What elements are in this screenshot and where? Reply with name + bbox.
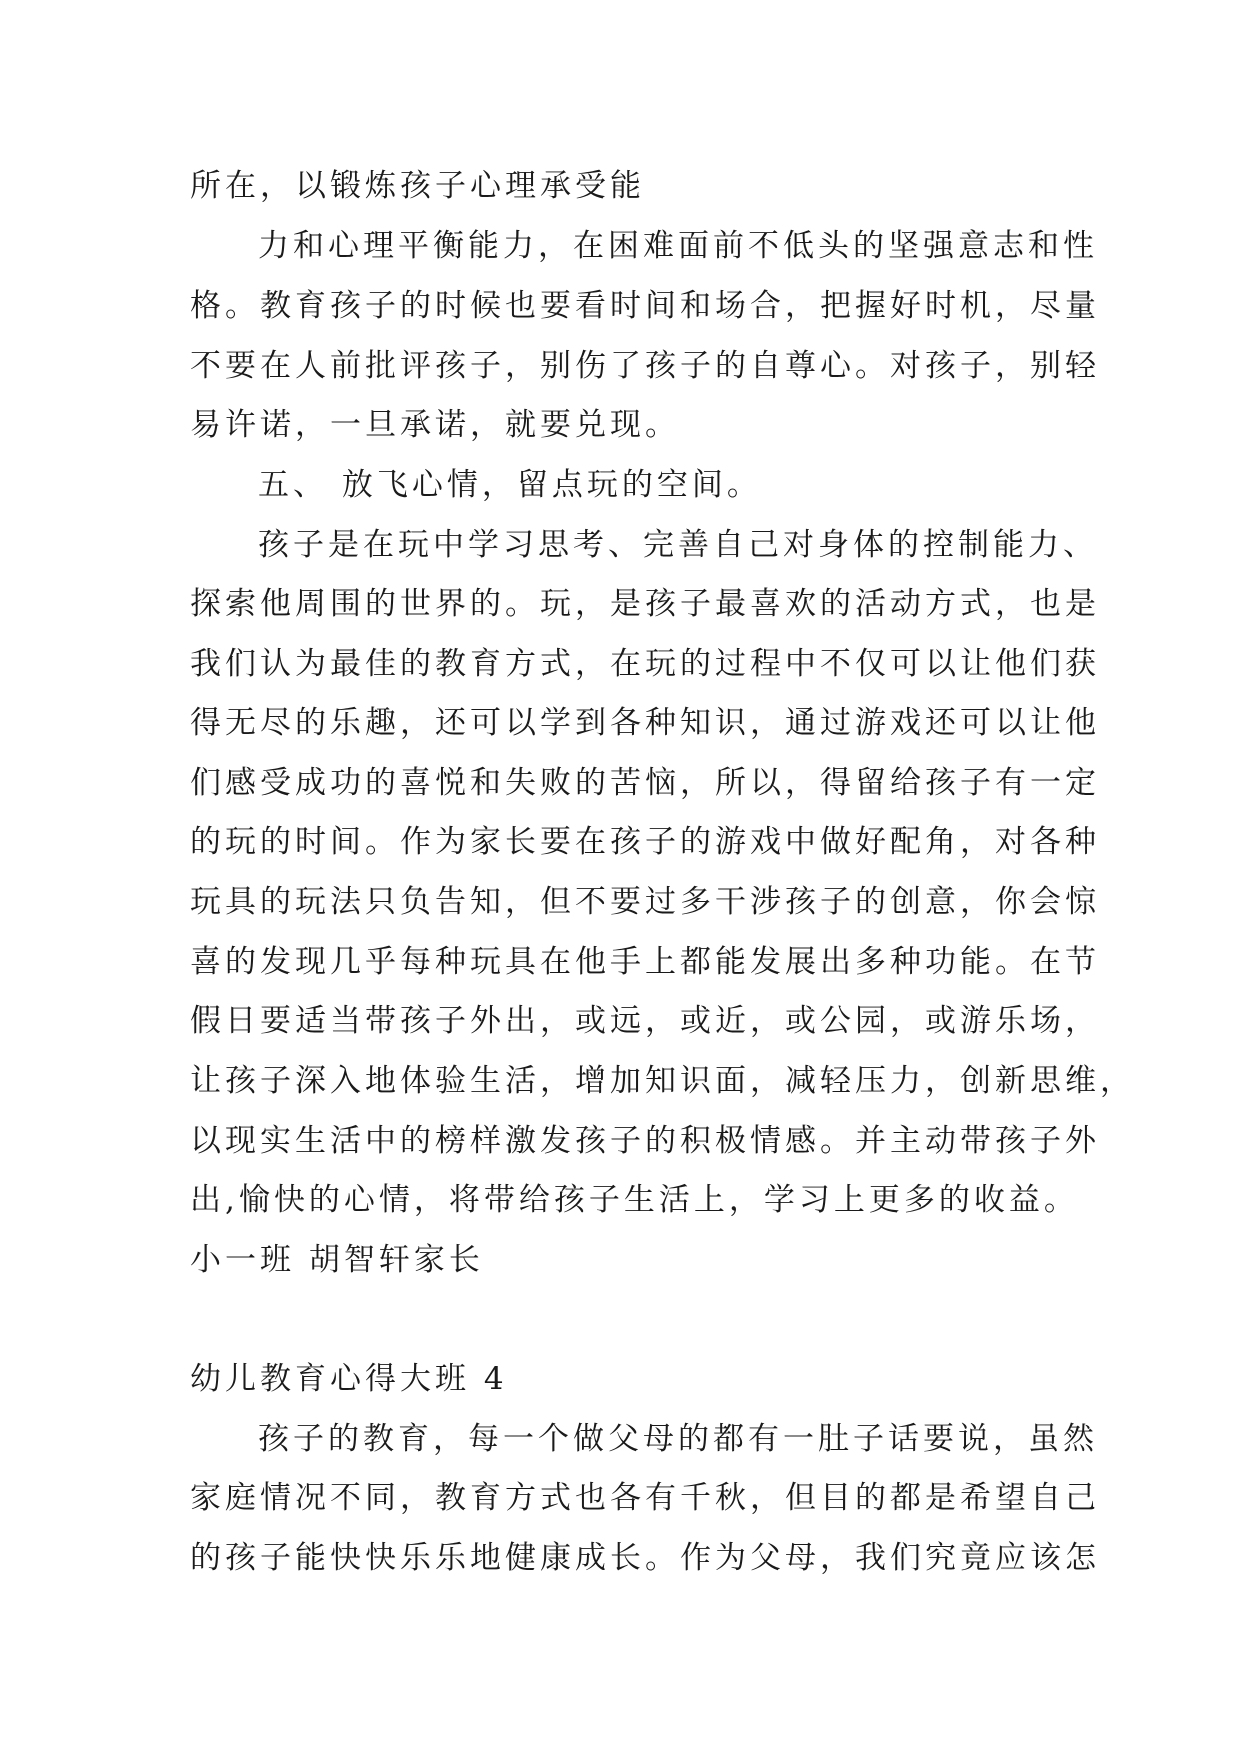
text-line: 假日要适当带孩子外出，或远，或近，或公园，或游乐场， xyxy=(190,1003,1100,1039)
text-line: 家庭情况不同，教育方式也各有千秋，但目的都是希望自己 xyxy=(190,1480,1100,1516)
text-line: 易许诺，一旦承诺，就要兑现。 xyxy=(190,407,680,443)
text-line: 力和心理平衡能力，在困难面前不低头的坚强意志和性 xyxy=(258,228,1098,264)
text-line: 们感受成功的喜悦和失败的苦恼，所以，得留给孩子有一定 xyxy=(190,765,1100,801)
text-line: 不要在人前批评孩子，别伤了孩子的自尊心。对孩子，别轻 xyxy=(190,348,1100,384)
text-line: 以现实生活中的榜样激发孩子的积极情感。并主动带孩子外 xyxy=(190,1123,1100,1159)
text-line: 探索他周围的世界的。玩，是孩子最喜欢的活动方式，也是 xyxy=(190,586,1100,622)
text-line: 得无尽的乐趣，还可以学到各种知识，通过游戏还可以让他 xyxy=(190,705,1100,741)
text-line: 出,愉快的心情，将带给孩子生活上，学习上更多的收益。 xyxy=(190,1182,1079,1218)
section-heading: 五、 放飞心情，留点玩的空间。 xyxy=(258,467,762,503)
text-line: 玩具的玩法只负告知，但不要过多干涉孩子的创意，你会惊 xyxy=(190,884,1100,920)
text-line: 的玩的时间。作为家长要在孩子的游戏中做好配角，对各种 xyxy=(190,824,1100,860)
text-line: 孩子的教育，每一个做父母的都有一肚子话要说，虽然 xyxy=(258,1421,1098,1457)
text-line: 孩子是在玩中学习思考、完善自己对身体的控制能力、 xyxy=(258,527,1098,563)
text-line: 所在，以锻炼孩子心理承受能 xyxy=(190,168,645,204)
signature-line: 小一班 胡智轩家长 xyxy=(190,1242,484,1278)
text-line: 的孩子能快快乐乐地健康成长。作为父母，我们究竟应该怎 xyxy=(190,1540,1100,1576)
text-line: 喜的发现几乎每种玩具在他手上都能发展出多种功能。在节 xyxy=(190,944,1100,980)
text-line: 让孩子深入地体验生活，增加知识面，减轻压力，创新思维， xyxy=(190,1063,1135,1099)
section-title: 幼儿教育心得大班 4 xyxy=(190,1361,508,1397)
text-line: 我们认为最佳的教育方式，在玩的过程中不仅可以让他们获 xyxy=(190,646,1100,682)
text-line: 格。教育孩子的时候也要看时间和场合，把握好时机，尽量 xyxy=(190,288,1100,324)
